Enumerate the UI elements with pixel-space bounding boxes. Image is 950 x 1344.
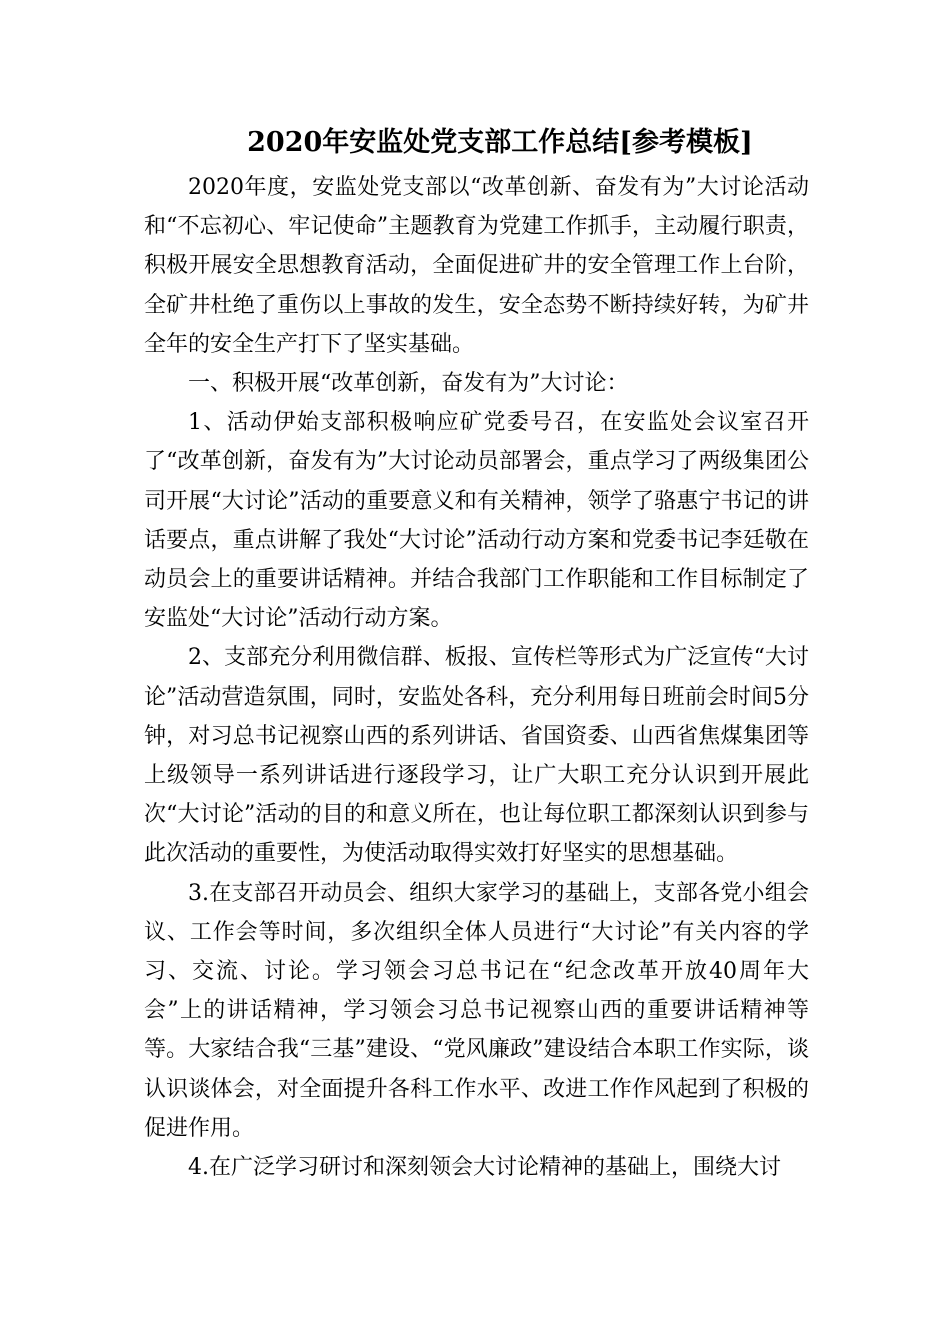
paragraph-item-2: 2、支部充分利用微信群、板报、宣传栏等形式为广泛宣传“大讨论”活动营造氛围，同时，安监处各科，充分利用每日班前会时间5分钟，对习总书记视察山西的系列讲话、省国资委、山西省焦煤集团等上级领导一系列讲话进行逐段学习，让广大职工充分认识到开展此次“大讨论”活动的目的和意义所在，也让每位职工都深刻认识到参与此次活动的重要性，为使活动取得实效打好坚实的思想基础。 [144,645,809,867]
paragraph-item-1: 1、活动伊始支部积极响应矿党委号召，在安监处会议室召开了“改革创新，奋发有为”大讨论动员部署会，重点学习了两级集团公司开展“大讨论”活动的重要意义和有关精神，领学了骆惠宁书记的讲话要点，重点讲解了我处“大讨论”活动行动方案和党委书记李廷敬在动员会上的重要讲话精神。并结合我部门工作职能和工作目标制定了安监处“大讨论”活动行动方案。 [144,410,809,632]
document-body [144,168,809,1187]
section-heading: 一、积极开展“改革创新，奋发有为”大讨论： [188,371,629,397]
paragraph-item-4: 4.在广泛学习研讨和深刻领会大讨论精神的基础上，围绕大讨 [188,1155,781,1181]
paragraph-item-3: 3.在支部召开动员会、组织大家学习的基础上，支部各党小组会议、工作会等时间，多次组织全体人员进行“大讨论”有关内容的学习、交流、讨论。学习领会习总书记在“纪念改革开放40周年大会”上的讲话精神，学习领会习总书记视察山西的重要讲话精神等等。大家结合我“三基”建设、“党风廉政”建设结合本职工作实际，谈认识谈体会，对全面提升各科工作水平、改进工作作风起到了积极的促进作用。 [144,880,809,1141]
document-title: 2020年安监处党支部工作总结[参考模板] [247,127,753,158]
intro-paragraph: 2020年度，安监处党支部以“改革创新、奋发有为”大讨论活动和“不忘初心、牢记使命”主题教育为党建工作抓手，主动履行职责，积极开展安全思想教育活动，全面促进矿井的安全管理工作上台阶，全矿井杜绝了重伤以上事故的发生，安全态势不断持续好转，为矿井全年的安全生产打下了坚实基础。 [144,175,809,357]
